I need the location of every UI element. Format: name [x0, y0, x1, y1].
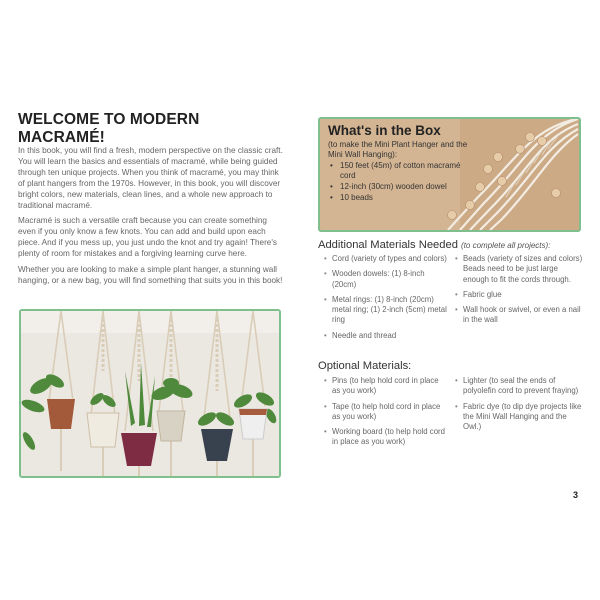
page-number: 3 [573, 490, 579, 500]
optional-list-right [455, 376, 583, 437]
optional-list-left [324, 376, 448, 453]
list-item: • Lighter (to seal the ends of polyolefin cord to prevent fraying) [455, 376, 583, 397]
list-item: • 150 feet (45m) of cotton macramé cord [328, 161, 468, 181]
list-item: • Working board (to help hold cord in place as you work) [324, 427, 448, 448]
list-item: • Tape (to help hold cord in place as you work) [324, 402, 448, 423]
list-item: • 12-inch (30cm) wooden dowel [328, 182, 468, 192]
list-item: • 10 beads [328, 193, 468, 203]
additional-list-right [455, 254, 583, 331]
additional-materials-heading [318, 239, 550, 251]
additional-materials-title: Additional Materials Needed [318, 239, 458, 251]
list-item: • Beads (variety of sizes and colors) Beads need to be just large enough to fit the cords through. [455, 254, 583, 285]
list-item: • Wooden dowels: (1) 8-inch (20cm) [324, 269, 448, 290]
list-item: • Pins (to help hold cord in place as you work) [324, 376, 448, 397]
box-subtitle: (to make the Mini Plant Hanger and the Mini Wall Hanging): [328, 140, 468, 159]
intro-paragraph: Whether you are looking to make a simple plant hanger, a stunning wall hanging, or a new bag, you will find something that suits you in this book! [18, 265, 283, 285]
optional-materials-title: Optional Materials: [318, 360, 412, 372]
plant-hangers-illustration [21, 311, 279, 476]
list-item: • Fabric dye (to dip dye projects like the Mini Wall Hanging and the Owl.) [455, 402, 583, 433]
additional-materials-note: (to complete all projects): [461, 241, 551, 250]
list-item: • Metal rings: (1) 8-inch (20cm) metal ring; (1) 2-inch (5cm) metal ring [324, 295, 448, 326]
box-title: What's in the Box [328, 123, 441, 138]
additional-list-left [324, 254, 448, 346]
list-item: • Wall hook or swivel, or even a nail in the wall [455, 305, 583, 326]
intro-text [18, 146, 286, 292]
box-items-list [328, 161, 468, 204]
list-item: • Cord (variety of types and colors) [324, 254, 448, 264]
whats-in-the-box [318, 117, 581, 232]
intro-paragraph: Macramé is such a versatile craft because you can create something even if you only know a few knots. You can add and build upon each piece. And if you mess up, you just undo the knot and try again! There's plenty of room for mistakes and a forgiving learning curve here. [18, 216, 278, 259]
list-item: • Fabric glue [455, 290, 583, 300]
list-item: • Needle and thread [324, 331, 448, 341]
plant-hangers-photo [19, 309, 281, 478]
intro-paragraph: In this book, you will find a fresh, modern perspective on the classic craft. You will learn the basics and essentials of macramé, while being guided through ten unique projects. When you think of macramé, you may think of plant hangers from the 1970s. However, in this book, you will discover bright colors, new materials, clean lines, and a whole new approach to traditional macramé. [18, 146, 283, 210]
page-title: WELCOME TO MODERN MACRAMÉ! [18, 111, 200, 146]
